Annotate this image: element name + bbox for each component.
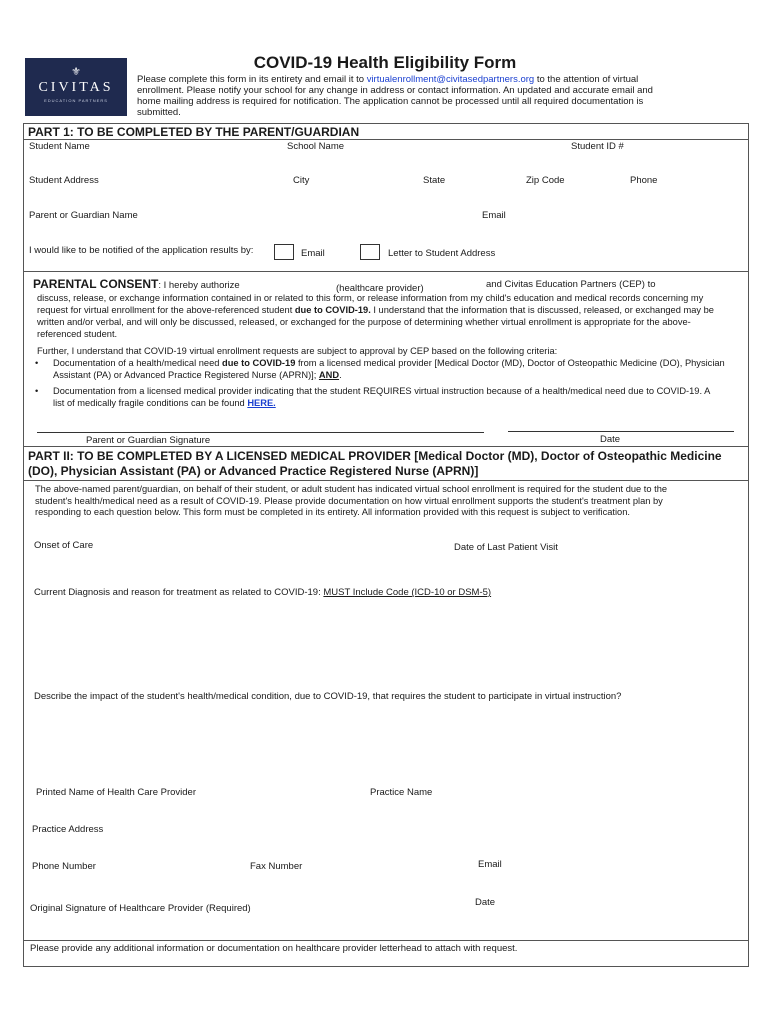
- parent-date-label: Date: [600, 434, 621, 445]
- zip-field[interactable]: Zip Code: [526, 175, 565, 186]
- criteria-item-2: [53, 385, 713, 409]
- fragile-conditions-link[interactable]: HERE.: [247, 398, 276, 408]
- diagnosis-label: Current Diagnosis and reason for treatment as related to COVID-19:: [34, 587, 324, 598]
- practice-address-field[interactable]: Practice Address: [32, 824, 104, 835]
- criteria1-text-a: Documentation of a health/medical need: [53, 358, 223, 368]
- consent-text-b: I understand that the information that is discussed, released, or exchanged may be written and/or verbal, and will only be discussed, released, or exchanged for the purpose of determining whether virtual enrollment is appropriate for the above-referenced student.: [37, 305, 714, 339]
- student-id-field[interactable]: Student ID #: [571, 141, 624, 152]
- consent-heading: PARENTAL CONSENT: [33, 277, 159, 291]
- parent-date-line[interactable]: [508, 431, 734, 432]
- criteria1-text-b: from a licensed medical provider [Medical Doctor (MD), Doctor of Osteopathic Medicine (DO), Physician Assistant (PA) or Advanced Practice Registered Nurse (APRN)];: [53, 358, 725, 380]
- part2-intro: The above-named parent/guardian, on behalf of their student, or adult student has indicated virtual school enrollment is required for the student due to the student's health/medical need as a result of COVID-19. Please provide documentation on how virtual enrollment supports the student's treatment plan by responding to each question below. This form must be completed in its entirety. All information provided with this request is subject to verification.: [35, 484, 668, 518]
- provider-fax-field[interactable]: Fax Number: [250, 861, 303, 872]
- provider-name-field[interactable]: Printed Name of Health Care Provider: [36, 787, 196, 798]
- bullet-icon: •: [35, 358, 39, 368]
- provider-date-field[interactable]: Date: [475, 897, 496, 908]
- notify-prompt: I would like to be notified of the application results by:: [29, 245, 254, 256]
- student-name-field[interactable]: Student Name: [29, 141, 90, 152]
- last-visit-field[interactable]: Date of Last Patient Visit: [454, 542, 558, 553]
- footer-divider: [23, 940, 749, 941]
- practice-name-field[interactable]: Practice Name: [370, 787, 433, 798]
- diagnosis-code-note: MUST Include Code (ICD-10 or DSM-5): [323, 587, 492, 598]
- school-name-field[interactable]: School Name: [287, 141, 345, 152]
- criteria1-bold: due to COVID-19: [222, 358, 296, 368]
- intro-text-end: to the attention of virtual enrollment. Please notify your school for any change in address or contact information. An updated and accurate email and home mailing address is required for notification. The application cannot be processed until all required documentation is submitted.: [137, 74, 653, 118]
- criteria2-text: Documentation from a licensed medical provider indicating that the student REQUIRES virtual instruction because of a health/medical need due to COVID-19. A list of medically fragile conditions can be found: [53, 386, 710, 408]
- part1-divider: [23, 139, 749, 140]
- city-field[interactable]: City: [293, 175, 310, 186]
- notify-letter-checkbox[interactable]: [360, 244, 380, 260]
- notify-email-checkbox[interactable]: [274, 244, 294, 260]
- impact-field[interactable]: Describe the impact of the student's health/medical condition, due to COVID-19, that requires the student to participate in virtual instruction?: [34, 691, 622, 702]
- part2-heading-divider: [23, 480, 749, 481]
- diagnosis-field[interactable]: [34, 587, 491, 598]
- notify-letter-label: Letter to Student Address: [388, 248, 496, 259]
- provider-email-field[interactable]: Email: [478, 859, 502, 870]
- bullet-icon: •: [35, 386, 39, 396]
- healthcare-provider-field[interactable]: (healthcare provider): [336, 283, 424, 294]
- part1-heading: PART 1: TO BE COMPLETED BY THE PARENT/GUARDIAN: [28, 125, 360, 139]
- parent-name-field[interactable]: Parent or Guardian Name: [29, 210, 138, 221]
- logo-wordmark: CIVITAS: [38, 80, 114, 95]
- submission-email-link[interactable]: virtualenrollment@civitasedpartners.org: [366, 74, 535, 85]
- criteria1-end: .: [339, 370, 342, 380]
- consent-text-a: discuss, release, or exchange information contained in or related to this form, or release information from my child's education and medical records concerning my request for virtual enrollment for the above-referenced student: [37, 293, 704, 315]
- logo-subtitle: EDUCATION PARTNERS: [44, 98, 108, 103]
- parent-signature-label: Parent or Guardian Signature: [86, 435, 211, 446]
- criteria1-and: AND: [318, 370, 340, 380]
- form-title: COVID-19 Health Eligibility Form: [253, 53, 517, 72]
- criteria-item-1: [53, 357, 743, 381]
- consent-paragraph: [37, 292, 727, 340]
- student-address-field[interactable]: Student Address: [29, 175, 99, 186]
- consent-heading-line: [33, 275, 240, 293]
- consent-divider: [23, 271, 749, 272]
- notify-email-label: Email: [301, 248, 325, 259]
- consent-cep: and Civitas Education Partners (CEP) to: [486, 279, 656, 290]
- onset-of-care-field[interactable]: Onset of Care: [34, 540, 94, 551]
- consent-text-bold: due to COVID-19.: [294, 305, 371, 315]
- provider-phone-field[interactable]: Phone Number: [32, 861, 96, 872]
- parent-signature-line[interactable]: [37, 432, 484, 433]
- consent-authorize: : I hereby authorize: [158, 280, 240, 291]
- crest-icon: ⚜: [71, 66, 81, 78]
- provider-signature-field[interactable]: Original Signature of Healthcare Provider (Required): [30, 903, 251, 914]
- phone-field[interactable]: Phone: [630, 175, 658, 186]
- form-intro: [137, 74, 677, 118]
- criteria-intro: Further, I understand that COVID-19 virtual enrollment requests are subject to approval by CEP based on the following criteria:: [37, 346, 558, 356]
- part2-divider: [23, 446, 749, 447]
- intro-text-start: Please complete this form in its entirety and email it to: [137, 74, 367, 85]
- additional-info-note: Please provide any additional information or documentation on healthcare provider letterhead to attach with request.: [30, 943, 518, 954]
- parent-email-field[interactable]: Email: [482, 210, 506, 221]
- state-field[interactable]: State: [423, 175, 446, 186]
- part2-heading: PART II: TO BE COMPLETED BY A LICENSED MEDICAL PROVIDER [Medical Doctor (MD), Doctor of Osteopathic Medicine (DO), Physician Assistant (PA) or Advanced Practice Registered Nurse (APRN)]: [28, 449, 722, 478]
